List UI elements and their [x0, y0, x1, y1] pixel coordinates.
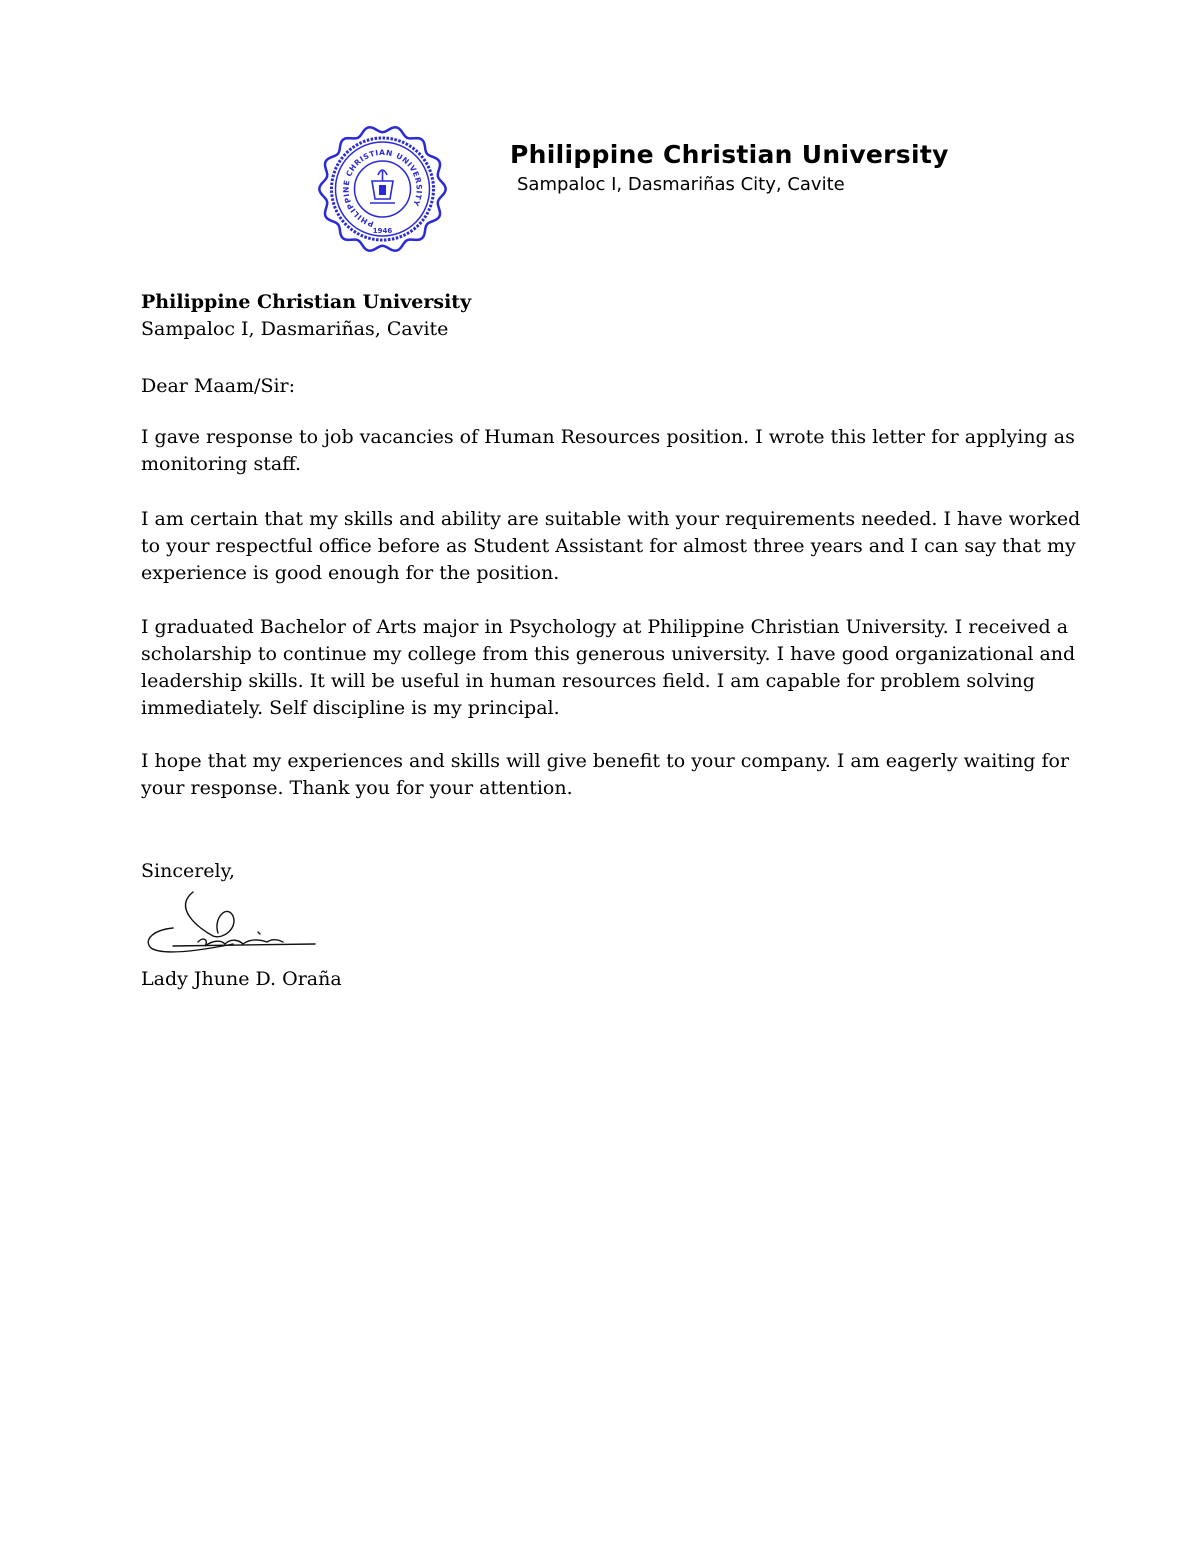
closing: Sincerely, [141, 860, 235, 882]
letterhead-institution-name: Philippine Christian University [510, 140, 949, 169]
letter-paragraph: I am certain that my skills and ability are suitable with your requirements needed. I have worked to your respectful office before as Student Assistant for almost three years and I can say that my experience is good enough for the position. [141, 508, 1081, 584]
letterhead-address: Sampaloc I, Dasmariñas City, Cavite [517, 174, 845, 195]
svg-text:1946: 1946 [372, 227, 393, 235]
svg-text:PHILIPPINE CHRISTIAN UNIVERSIT: PHILIPPINE CHRISTIAN UNIVERSITY [341, 147, 424, 229]
handwritten-signature [143, 888, 323, 968]
letter-paragraph: I gave response to job vacancies of Human Resources position. I wrote this letter for applying as monitoring staff. [141, 426, 1075, 475]
university-seal-logo [316, 125, 449, 253]
recipient-name: Philippine Christian University [141, 291, 472, 313]
salutation: Dear Maam/Sir: [141, 375, 296, 397]
letter-paragraph: I graduated Bachelor of Arts major in Psychology at Philippine Christian University. I received a scholarship to continue my college from this generous university. I have good organizational and leadership skills. It will be useful in human resources field. I am capable for problem solving immediately. Self discipline is my principal. [141, 616, 1076, 719]
signer-name: Lady Jhune D. Oraña [141, 968, 342, 990]
recipient-address: Sampaloc I, Dasmariñas, Cavite [141, 318, 449, 340]
letter-paragraph: I hope that my experiences and skills will give benefit to your company. I am eagerly waiting for your response. Thank you for your attention. [141, 750, 1070, 799]
